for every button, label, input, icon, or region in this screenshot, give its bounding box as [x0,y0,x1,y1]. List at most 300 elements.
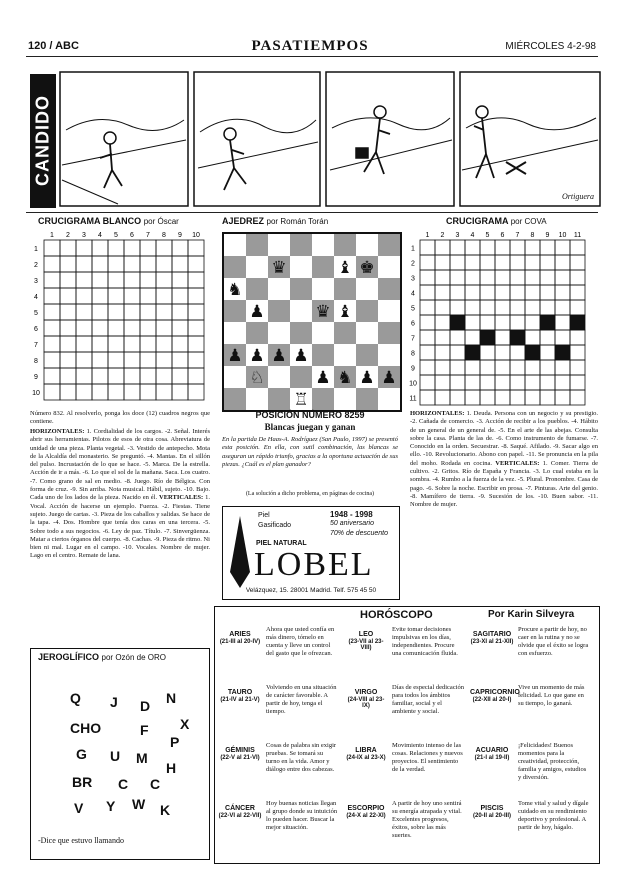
crossword-cell[interactable] [108,272,124,288]
crossword-cell[interactable] [172,256,188,272]
jeroglifico-letter: Q [70,690,81,706]
crossword-cell[interactable] [172,288,188,304]
crossword-cell[interactable] [480,360,495,375]
crossword-cell[interactable] [140,368,156,384]
crossword-cell[interactable] [555,270,570,285]
crossword-blank-title: CRUCIGRAMA BLANCO por Óscar [38,216,179,226]
crossword-blank-col-number: 4 [98,232,102,239]
crossword-cell[interactable] [124,240,140,256]
crossword-cell[interactable] [480,300,495,315]
horoscope-sign-name: TAURO [227,689,253,696]
crossword-cell[interactable] [540,360,555,375]
crossword-cell[interactable] [465,315,480,330]
crossword-blank-grid[interactable] [30,228,210,408]
crossword-cell[interactable] [495,345,510,360]
crossword-cell[interactable] [140,240,156,256]
crossword-cell[interactable] [555,255,570,270]
crossword-cell[interactable] [156,384,172,400]
horoscope-sign-text: Ahora que usted confía en más dinero, tómelo en cuenta y lleve un control del gasto que le ofrezcan. [266,626,335,657]
crossword-cell[interactable] [495,375,510,390]
crossword-cell[interactable] [555,240,570,255]
crossword-cell[interactable] [44,240,60,256]
crossword-cell[interactable] [44,288,60,304]
crossword-cova-row-number: 1 [411,245,415,253]
crossword-cell[interactable] [172,272,188,288]
crossword-cell[interactable] [465,240,480,255]
crossword-cell[interactable] [92,288,108,304]
crossword-cell[interactable] [555,300,570,315]
horoscope-sign-dates: (21-I al 19-II) [474,755,510,761]
issue-date: MIÉRCOLES 4-2-98 [505,41,596,52]
crossword-cell[interactable] [60,320,76,336]
crossword-cell[interactable] [76,368,92,384]
crossword-cell[interactable] [420,270,435,285]
crossword-cell[interactable] [495,330,510,345]
crossword-cell[interactable] [44,368,60,384]
crossword-cell[interactable] [570,285,585,300]
crossword-cell[interactable] [540,240,555,255]
crossword-cell[interactable] [108,304,124,320]
chess-square [312,278,334,300]
crossword-cell[interactable] [465,285,480,300]
crossword-cell[interactable] [510,375,525,390]
crossword-cell[interactable] [525,300,540,315]
crossword-cell[interactable] [450,330,465,345]
crossword-cell[interactable] [188,352,204,368]
jeroglifico-letters [70,690,190,818]
crossword-cell[interactable] [480,285,495,300]
horoscope-sign [218,740,340,796]
crossword-cell[interactable] [76,288,92,304]
jeroglifico-letter: K [160,802,171,818]
crossword-cell[interactable] [540,345,555,360]
crossword-cell[interactable] [140,384,156,400]
horoscope-sign-dates: (22-V al 21-VI) [220,755,260,761]
crossword-cell[interactable] [465,360,480,375]
crossword-cell[interactable] [525,315,540,330]
crossword-cell[interactable] [188,304,204,320]
crossword-cell[interactable] [44,272,60,288]
crossword-cell[interactable] [510,315,525,330]
crossword-cell[interactable] [44,304,60,320]
crossword-cell[interactable] [140,288,156,304]
crossword-cell[interactable] [44,320,60,336]
crossword-cell[interactable] [124,272,140,288]
crossword-black-cell [570,315,585,330]
horoscope-sign-name: ACUARIO [475,747,509,754]
crossword-cell[interactable] [92,304,108,320]
crossword-cell[interactable] [76,304,92,320]
crossword-cell[interactable] [140,304,156,320]
crossword-cell[interactable] [140,320,156,336]
crossword-cell[interactable] [124,384,140,400]
crossword-cell[interactable] [140,272,156,288]
crossword-cell[interactable] [570,255,585,270]
crossword-cell[interactable] [450,285,465,300]
crossword-blank-intro: Número 832. Al resolverlo, ponga los doce (12) cuadros negros que contiene. [30,410,210,426]
crossword-cell[interactable] [450,255,465,270]
chess-square [356,300,378,322]
header-rule [26,56,598,57]
crossword-cell[interactable] [124,304,140,320]
crossword-cell[interactable] [172,368,188,384]
crossword-black-cell [540,315,555,330]
crossword-cell[interactable] [188,336,204,352]
crossword-cell[interactable] [420,330,435,345]
chess-solution-note: (La solución a dicho problema, en páginas de cocina) [245,491,375,497]
crossword-cell[interactable] [76,256,92,272]
crossword-cell[interactable] [108,368,124,384]
crossword-blank-clues: HORIZONTALES: 1. Cordialidad de los cargos. -2. Señal. Interés abrir sus herramientas. Pilotos de esos de otra cosa. Abreviatura de unidad de una pieza. Planta vegetal. -3. Vestido de antepecho. Mota de la Alcaldía del monasterio. Se preguntó. -4. Mantas. En el sillón del pulso. Incrustación de lo que se hace. -5. Marca. De la estrella. Acción de ir a más. -6. Lo que el sol de la mañana. Saca. Los cuatro. -7. Como grano de sal en medio. -8. Juego. Río de Bélgica. Con forma de cruz. -9. Sin arriba. Nota musical. Hábil, sujeto. -10. Bajo. Cada uno de los lados de la pieza. Nacido en él. VERTICALES: 1. Vocal. Acción de hacerse un ejemplo. Fuerza. -2. Fiestas. Tiene sujeto. Juego de cartas. -3. Pieza de los caballos y salidas. Se hace de la tapa. -4. Dos. Hombre que tenía dos caras en una tercera. -5. Sobre todo a sus negocios. -6. Ley de paz. Título. -7. Sinvergüenza. Matar a ciertos órganos del cuerpo. -8. Cachas. -9. Pieza de ritmo. Ni bien ni mal. Lugar en el campo. -10. Vocales. Nombre de mujer. Lago en el centro. Remate de lana. [30,428,211,560]
crossword-cell[interactable] [140,352,156,368]
horoscope-sign-dates: (20-II al 20-III) [472,813,511,819]
crossword-cell[interactable] [435,270,450,285]
crossword-cell[interactable] [60,384,76,400]
crossword-cell[interactable] [450,360,465,375]
chess-piece: ♛ [271,258,287,278]
crossword-cell[interactable] [420,345,435,360]
crossword-cell[interactable] [435,240,450,255]
crossword-cell[interactable] [450,390,465,405]
chess-square [334,344,356,366]
horoscope-sign-name: PISCIS [480,805,504,812]
crossword-cell[interactable] [60,336,76,352]
horoscope-sign-dates: (21-IV al 21-V) [220,697,260,703]
crossword-cova-grid[interactable] [408,228,598,408]
crossword-black-cell [555,345,570,360]
chess-square [224,366,246,388]
chess-piece: ♝ [337,258,353,278]
chess-square [268,278,290,300]
crossword-cell[interactable] [435,300,450,315]
crossword-cell[interactable] [465,255,480,270]
crossword-cell[interactable] [465,330,480,345]
crossword-cell[interactable] [140,256,156,272]
horoscope-sign-name: LIBRA [355,747,377,754]
crossword-cell[interactable] [525,255,540,270]
crossword-cell[interactable] [465,300,480,315]
chess-piece: ♞ [227,280,243,300]
jeroglifico-letter: M [136,750,148,766]
crossword-cell[interactable] [44,256,60,272]
crossword-cell[interactable] [420,360,435,375]
crossword-cell[interactable] [76,336,92,352]
crossword-cell[interactable] [435,330,450,345]
crossword-cell[interactable] [172,352,188,368]
crossword-cell[interactable] [156,320,172,336]
crossword-cell[interactable] [188,368,204,384]
crossword-cell[interactable] [124,320,140,336]
crossword-cova-row-number: 6 [411,320,415,328]
horoscope-sign [344,624,466,680]
crossword-cell[interactable] [108,240,124,256]
jeroglifico-letter: C [150,776,161,792]
crossword-cell[interactable] [495,240,510,255]
crossword-blank-col-number: 6 [130,232,134,239]
crossword-cell[interactable] [570,345,585,360]
horoscope-title: HORÓSCOPO [360,609,433,621]
crossword-cell[interactable] [480,270,495,285]
crossword-cell[interactable] [76,352,92,368]
crossword-cell[interactable] [510,300,525,315]
crossword-cell[interactable] [495,360,510,375]
crossword-cell[interactable] [156,272,172,288]
crossword-cell[interactable] [525,270,540,285]
crossword-cell[interactable] [60,240,76,256]
crossword-cell[interactable] [510,255,525,270]
comic-signature: Ortiguera [562,192,594,201]
horoscope-sign-dates: (23-XI al 21-XII) [470,639,514,645]
crossword-cell[interactable] [60,368,76,384]
crossword-cell[interactable] [525,360,540,375]
crossword-cell[interactable] [555,360,570,375]
lobel-label: Piel [258,512,270,519]
crossword-cell[interactable] [435,375,450,390]
chess-square [312,344,334,366]
crossword-cell[interactable] [92,336,108,352]
crossword-cell[interactable] [188,384,204,400]
jeroglifico-letter: X [180,716,190,732]
crossword-cell[interactable] [450,300,465,315]
crossword-cell[interactable] [108,288,124,304]
crossword-cell[interactable] [435,360,450,375]
crossword-cell[interactable] [555,375,570,390]
crossword-cell[interactable] [76,384,92,400]
crossword-cell[interactable] [495,285,510,300]
jeroglifico-title: JEROGLÍFICO por Ozón de ORO [38,652,167,662]
chess-square [290,322,312,344]
crossword-cell[interactable] [570,390,585,405]
crossword-cell[interactable] [540,255,555,270]
crossword-cell[interactable] [495,315,510,330]
crossword-cell[interactable] [76,320,92,336]
crossword-cell[interactable] [540,330,555,345]
crossword-cell[interactable] [156,368,172,384]
crossword-cell[interactable] [124,288,140,304]
crossword-cell[interactable] [420,240,435,255]
crossword-cell[interactable] [555,315,570,330]
chess-piece: ♛ [315,302,331,322]
crossword-cell[interactable] [555,330,570,345]
crossword-cova-row-number: 2 [411,260,415,268]
horoscope-sign-dates: (24-IX al 23-X) [346,755,386,761]
crossword-cell[interactable] [76,240,92,256]
chess-square [290,366,312,388]
crossword-cell[interactable] [525,390,540,405]
crossword-cell[interactable] [570,375,585,390]
crossword-cell[interactable] [188,240,204,256]
crossword-cell[interactable] [420,375,435,390]
crossword-cell[interactable] [92,352,108,368]
crossword-cell[interactable] [480,255,495,270]
crossword-cell[interactable] [172,320,188,336]
crossword-cell[interactable] [60,256,76,272]
crossword-cell[interactable] [124,368,140,384]
crossword-blank-col-number: 10 [192,232,200,239]
crossword-cell[interactable] [156,352,172,368]
crossword-cell[interactable] [540,285,555,300]
crossword-cell[interactable] [108,384,124,400]
crossword-cell[interactable] [540,390,555,405]
crossword-cell[interactable] [555,285,570,300]
crossword-cell[interactable] [525,375,540,390]
chess-piece: ♞ [337,368,353,388]
crossword-cell[interactable] [435,390,450,405]
crossword-blank-col-number: 8 [162,232,166,239]
jeroglifico-letter: D [140,698,151,714]
horoscope-sign [470,740,592,796]
chess-piece: ♖ [293,390,309,410]
horoscope-sign [344,798,466,854]
crossword-cell[interactable] [108,352,124,368]
crossword-cell[interactable] [525,330,540,345]
crossword-cell[interactable] [156,336,172,352]
crossword-cell[interactable] [92,368,108,384]
horoscope-sign-text: Procure a partir de hoy, no caer en la rutina y no se olvide que el éxito se logra con esfuerzo. [518,626,589,657]
crossword-cell[interactable] [188,256,204,272]
crossword-blank-col-number: 3 [82,232,86,239]
crossword-cell[interactable] [60,352,76,368]
crossword-cell[interactable] [465,390,480,405]
crossword-cell[interactable] [570,300,585,315]
crossword-blank-col-number: 1 [50,232,54,239]
crossword-cell[interactable] [435,315,450,330]
chess-square [334,322,356,344]
crossword-cell[interactable] [480,345,495,360]
crossword-cell[interactable] [420,300,435,315]
crossword-cell[interactable] [465,375,480,390]
crossword-cell[interactable] [570,360,585,375]
crossword-cell[interactable] [495,255,510,270]
crossword-cell[interactable] [156,304,172,320]
crossword-cell[interactable] [60,288,76,304]
crossword-cell[interactable] [465,270,480,285]
section-title: PASATIEMPOS [251,38,369,54]
chess-square [356,322,378,344]
crossword-cell[interactable] [555,390,570,405]
crossword-cell[interactable] [420,285,435,300]
crossword-cell[interactable] [540,270,555,285]
crossword-cell[interactable] [44,336,60,352]
crossword-cell[interactable] [420,390,435,405]
chess-text: En la partida De Haas-A. Rodríguez (San Paulo, 1997) se presentó esta posición. En ella, con sutil combinación, las blancas se aseguran un rápido triunfo, gracias a la oportuna actuación de sus piezas. ¿Cuál es el plan ganador? [222,436,398,468]
chess-square [224,388,246,410]
crossword-cell[interactable] [420,255,435,270]
crossword-cell[interactable] [510,390,525,405]
crossword-cell[interactable] [510,240,525,255]
crossword-cell[interactable] [172,304,188,320]
horoscope-sign-dates: (21-III al 20-IV) [219,639,261,645]
comic-panel-2 [194,72,320,206]
crossword-cell[interactable] [540,375,555,390]
crossword-cell[interactable] [92,256,108,272]
crossword-cell[interactable] [44,384,60,400]
crossword-cell[interactable] [450,270,465,285]
crossword-cell[interactable] [570,330,585,345]
crossword-cell[interactable] [124,352,140,368]
crossword-cell[interactable] [92,320,108,336]
crossword-cell[interactable] [92,272,108,288]
crossword-cell[interactable] [525,285,540,300]
horoscope-sign-dates: (22-XII al 20-I) [472,697,512,703]
crossword-cova-col-number: 11 [573,232,582,239]
crossword-cell[interactable] [108,320,124,336]
chess-square [246,234,268,256]
crossword-cell[interactable] [172,336,188,352]
crossword-cova-col-number: 2 [440,232,445,239]
crossword-cell[interactable] [540,300,555,315]
chess-square [290,300,312,322]
crossword-cell[interactable] [495,300,510,315]
crossword-cell[interactable] [172,384,188,400]
crossword-cell[interactable] [92,384,108,400]
crossword-cell[interactable] [570,270,585,285]
crossword-cell[interactable] [450,345,465,360]
crossword-cell[interactable] [60,304,76,320]
crossword-cell[interactable] [156,256,172,272]
crossword-cell[interactable] [525,240,540,255]
crossword-cell[interactable] [124,256,140,272]
crossword-cell[interactable] [510,360,525,375]
chess-square [246,388,268,410]
crossword-cell[interactable] [450,375,465,390]
crossword-cell[interactable] [188,320,204,336]
crossword-cell[interactable] [435,345,450,360]
crossword-cell[interactable] [60,272,76,288]
crossword-cell[interactable] [510,345,525,360]
crossword-cell[interactable] [480,315,495,330]
lobel-discount: 70% de descuento [330,530,388,537]
crossword-cell[interactable] [510,285,525,300]
crossword-cell[interactable] [188,272,204,288]
crossword-cell[interactable] [510,270,525,285]
crossword-cell[interactable] [156,288,172,304]
crossword-cell[interactable] [172,240,188,256]
crossword-cell[interactable] [92,240,108,256]
horoscope-sign-dates: (23-VII al 23-VIII) [348,639,384,651]
horoscope-sign-text: Evite tomar decisiones impulsivas en los días, independientes. Procure una comunicación fluida. [392,626,458,657]
crossword-cell[interactable] [420,315,435,330]
crossword-cova-col-number: 7 [515,232,520,239]
crossword-cell[interactable] [435,285,450,300]
crossword-cell[interactable] [140,336,156,352]
crossword-blank-row-number: 8 [34,358,38,365]
jeroglifico-answer: -Dice que estuvo llamando [38,836,124,845]
crossword-cell[interactable] [480,375,495,390]
crossword-cell[interactable] [108,256,124,272]
crossword-cell[interactable] [124,336,140,352]
crossword-cell[interactable] [108,336,124,352]
crossword-cell[interactable] [156,240,172,256]
chess-square [356,278,378,300]
crossword-cell[interactable] [480,390,495,405]
crossword-cell[interactable] [450,240,465,255]
horoscope-sign-text: Días de especial dedicación para todos los ámbitos familiar, social y el ambiente y social. [392,684,464,715]
crossword-cell[interactable] [495,390,510,405]
crossword-cell[interactable] [480,240,495,255]
crossword-cell[interactable] [570,240,585,255]
crossword-cell[interactable] [76,272,92,288]
crossword-cell[interactable] [188,288,204,304]
jeroglifico-letter: N [166,690,177,706]
crossword-cell[interactable] [495,270,510,285]
crossword-cova-row-number: 10 [409,380,417,388]
crossword-cova-row-number: 8 [411,350,415,358]
chess-square [312,234,334,256]
chess-square [246,256,268,278]
crossword-cell[interactable] [435,255,450,270]
crossword-cell[interactable] [44,352,60,368]
